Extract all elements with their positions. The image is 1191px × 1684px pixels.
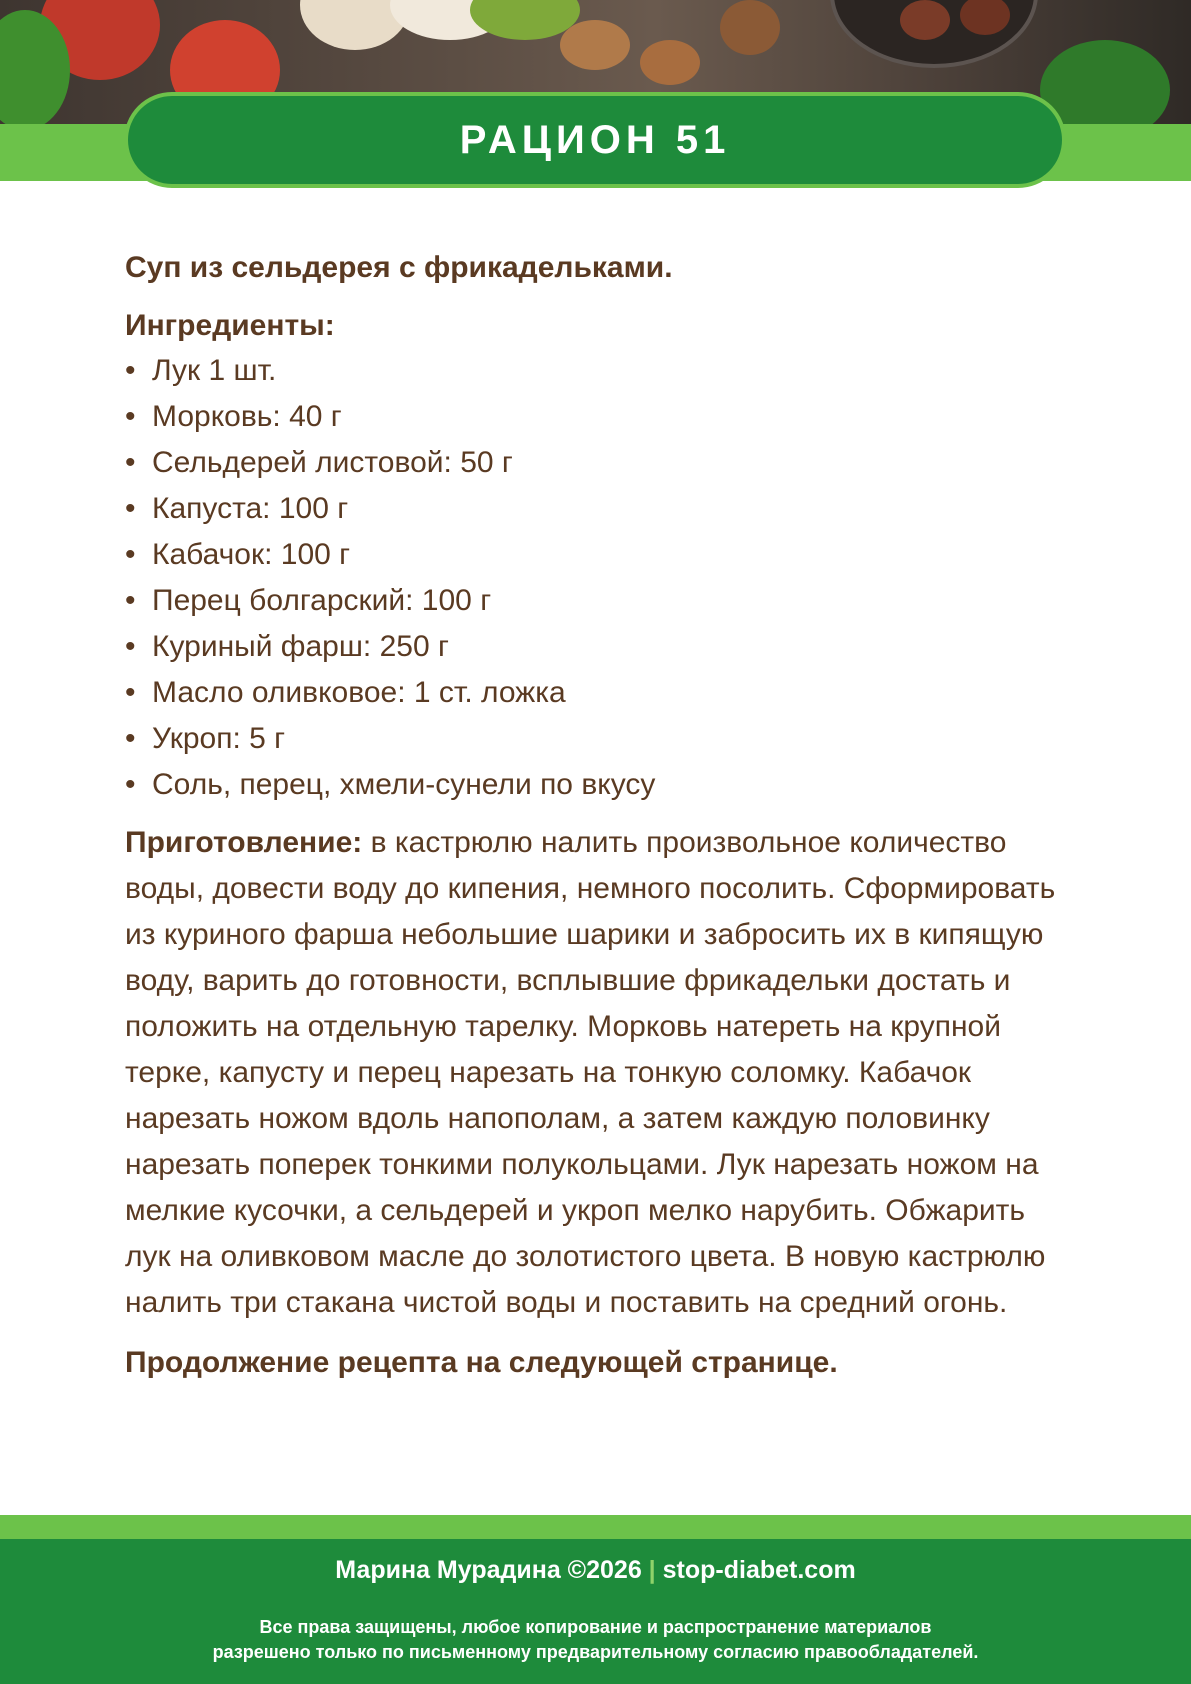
bullet-icon: • (125, 630, 136, 663)
ingredients-heading: Ингредиенты: (125, 309, 335, 342)
page-title-banner (124, 92, 1066, 188)
list-item (125, 762, 1075, 808)
list-item (125, 394, 1075, 440)
footer-rights (0, 1615, 1191, 1665)
bullet-icon: • (125, 354, 136, 387)
ingredient-text: Капуста: 100 г (152, 492, 349, 525)
ingredient-text: Перец болгарский: 100 г (152, 584, 492, 617)
bullet-icon: • (125, 446, 136, 479)
ingredient-text: Масло оливковое: 1 ст. ложка (152, 676, 566, 709)
preparation-paragraph (125, 820, 1075, 1326)
bullet-icon: • (125, 492, 136, 525)
ingredient-text: Лук 1 шт. (152, 354, 277, 387)
ingredient-text: Куриный фарш: 250 г (152, 630, 449, 663)
list-item (125, 348, 1075, 394)
almond-shape (640, 40, 700, 85)
ingredient-text: Сельдерей листовой: 50 г (152, 446, 513, 479)
list-item (125, 486, 1075, 532)
bullet-icon: • (125, 400, 136, 433)
footer-credits (0, 1553, 1191, 1587)
bullet-icon: • (125, 768, 136, 801)
preparation-text: в кастрюлю налить произвольное количество воды, довести воду до кипения, немного посолить. Сформировать из куриного фарша небольшие шарики и забросить их в кипящую воду, варить до готовности, всплывшие фрикадельки достать и положить на отдельную тарелку. Морковь натереть на крупной терке, капусту и перец нарезать на тонкую соломку. Кабачок нарезать ножом вдоль напополам, а затем каждую половинку нарезать поперек тонкими полукольцами. Лук нарезать ножом на мелкие кусочки, а сельдерей и укроп мелко нарубить. Обжарить лук на оливковом масле до золотистого цвета. В новую кастрюлю налить три стакана чистой воды и поставить на средний огонь. (125, 826, 1056, 1319)
bean-shape (900, 0, 950, 40)
rights-line: Все права защищены, любое копирование и распространение материалов (259, 1617, 932, 1637)
list-item (125, 624, 1075, 670)
leaf-shape (1040, 40, 1170, 126)
recipe-content (125, 246, 1075, 1386)
page-title: РАЦИОН 51 (459, 117, 731, 162)
bullet-icon: • (125, 722, 136, 755)
recipe-title: Суп из сельдерея с фрикадельками. (125, 251, 673, 284)
bullet-icon: • (125, 676, 136, 709)
list-item (125, 532, 1075, 578)
ingredient-text: Морковь: 40 г (152, 400, 342, 433)
list-item (125, 670, 1075, 716)
bullet-icon: • (125, 538, 136, 571)
ingredient-text: Укроп: 5 г (152, 722, 286, 755)
bullet-icon: • (125, 584, 136, 617)
footer (0, 1539, 1191, 1684)
footer-author: Марина Мурадина ©2026 (335, 1556, 642, 1584)
hazelnut-shape (720, 0, 780, 55)
ingredient-text: Соль, перец, хмели-сунели по вкусу (152, 768, 656, 801)
footer-separator: | (648, 1556, 656, 1584)
ingredient-text: Кабачок: 100 г (152, 538, 351, 571)
rights-line: разрешено только по письменному предварительному согласию правообладателей. (212, 1642, 979, 1662)
list-item (125, 578, 1075, 624)
footer-site-link[interactable]: stop-diabet.com (662, 1556, 856, 1584)
preparation-label: Приготовление: (125, 826, 363, 859)
footer-green-strip (0, 1515, 1191, 1539)
continue-note: Продолжение рецепта на следующей странице. (125, 1346, 838, 1379)
list-item (125, 440, 1075, 486)
list-item (125, 716, 1075, 762)
almond-shape (560, 20, 630, 70)
ingredients-list (125, 348, 1075, 808)
